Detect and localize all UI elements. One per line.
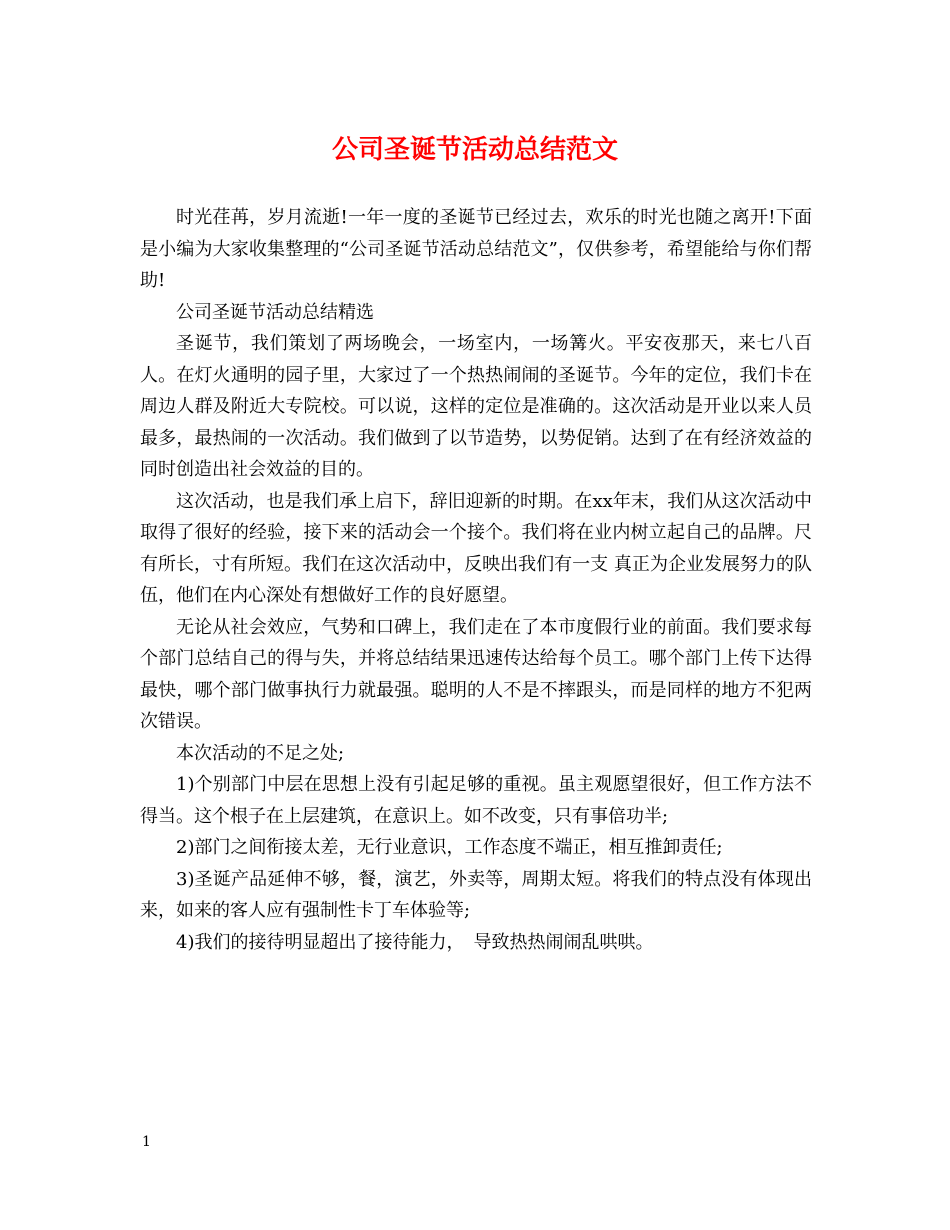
paragraph-social-effect: 无论从社会效应，气势和口碑上，我们走在了本市度假行业的前面。我们要求每个部门总结自己的得与失，并将总结结果迅速传达给每个员工。哪个部门上传下达得最快，哪个部门做事执行力就最强。聪明的人不是不摔跟头，而是同样的地方不犯两次错误。 — [140, 616, 812, 732]
paragraph-christmas-events: 圣诞节，我们策划了两场晚会，一场室内，一场篝火。平安夜那天，来七八百人。在灯火通明的园子里，大家过了一个热热闹闹的圣诞节。今年的定位，我们卡在周边人群及附近大专院校。可以说，这样的定位是准确的。这次活动是开业以来人员最多，最热闹的一次活动。我们做到了以节造势，以势促销。达到了在有经济效益的同时创造出社会效益的目的。 — [140, 333, 812, 480]
paragraph-shortcoming-3: 3)圣诞产品延伸不够，餐，演艺，外卖等，周期太短。将我们的特点没有体现出来，如来的客人应有强制性卡丁车体验等; — [140, 868, 812, 921]
document-body — [140, 202, 812, 958]
paragraph-transition-period: 这次活动，也是我们承上启下，辞旧迎新的时期。在xx年末，我们从这次活动中取得了很好的经验，接下来的活动会一个接个。我们将在业内树立起自己的品牌。尺有所长，寸有所短。我们在这次活动中，反映出我们有一支 真正为企业发展努力的队伍，他们在内心深处有想做好工作的良好愿望。 — [140, 490, 812, 606]
paragraph-shortcomings-heading: 本次活动的不足之处; — [176, 742, 345, 764]
document-title: 公司圣诞节活动总结范文 — [331, 135, 618, 165]
paragraph-intro: 时光荏苒，岁月流逝!一年一度的圣诞节已经过去，欢乐的时光也随之离开!下面是小编为大家收集整理的“公司圣诞节活动总结范文”，仅供参考，希望能给与你们帮助! — [140, 207, 812, 291]
paragraph-shortcoming-4: 4)我们的接待明显超出了接待能力， 导致热热闹闹乱哄哄。 — [176, 931, 654, 953]
page-number: 1 — [142, 1134, 151, 1150]
paragraph-section-heading: 公司圣诞节活动总结精选 — [176, 301, 374, 323]
paragraph-shortcoming-2: 2)部门之间衔接太差，无行业意识，工作态度不端正，相互推卸责任; — [176, 837, 723, 858]
paragraph-shortcoming-1: 1)个别部门中层在思想上没有引起足够的重视。虽主观愿望很好，但工作方法不得当。这个根子在上层建筑，在意识上。如不改变，只有事倍功半; — [140, 774, 812, 827]
